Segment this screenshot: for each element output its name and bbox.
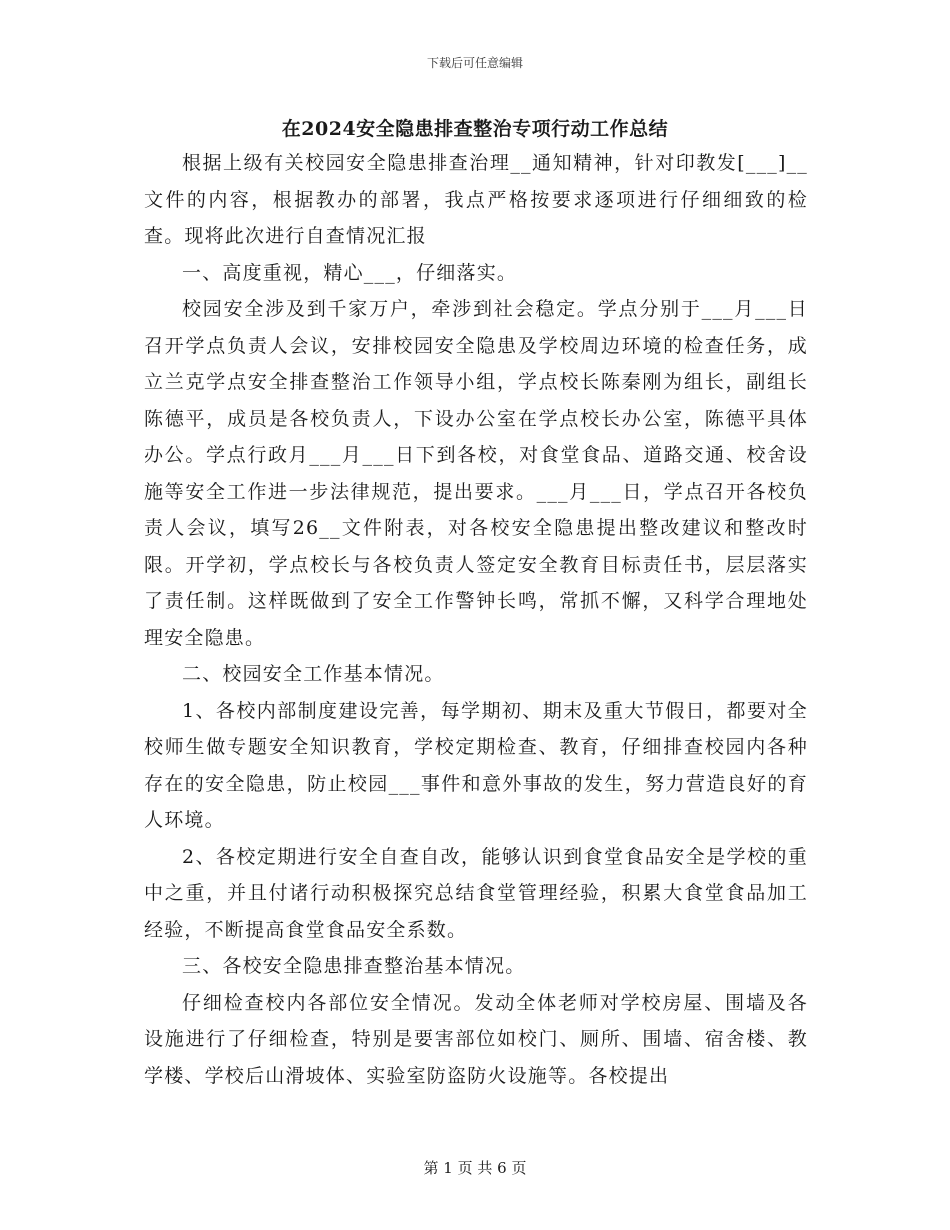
section-heading: 三、各校安全隐患排查整治基本情况。 bbox=[182, 955, 526, 977]
paragraph: 1、各校内部制度建设完善，每学期初、期末及重大节假日，都要对全校师生做专题安全知识教育，学校定期检查、教育，仔细排查校园内各种存在的安全隐患，防止校园___事件和意外事故的发生，努力营造良好的育人环境。 bbox=[144, 699, 808, 831]
paragraph: 校园安全涉及到千家万户，牵涉到社会稳定。学点分别于___月___日召开学点负责人会议，安排校园安全隐患及学校周边环境的检查任务，成立兰克学点安全排查整治工作领导小组，学点校长陈秦刚为组长，副组长陈德平，成员是各校负责人，下设办公室在学点校长办公室，陈德平具体办公。学点行政月___月___日下到各校，对食堂食品、道路交通、校舍设施等安全工作进一步法律规范，提出要求。___月___日，学点召开各校负责人会议，填写26__文件附表，对各校安全隐患提出整改建议和整改时限。开学初，学点校长与各校负责人签定安全教育目标责任书，层层落实了责任制。这样既做到了安全工作警钟长鸣，常抓不懈，又科学合理地处理安全隐患。 bbox=[144, 298, 808, 649]
section-heading: 一、高度重视，精心___，仔细落实。 bbox=[182, 261, 518, 284]
document-body bbox=[144, 145, 808, 1094]
header-note: 下载后可任意编辑 bbox=[426, 56, 523, 70]
page-number: 第 1 页 共 6 页 bbox=[423, 1159, 527, 1177]
section-heading: 二、校园安全工作基本情况。 bbox=[182, 663, 445, 685]
paragraph: 根据上级有关校园安全隐患排查治理__通知精神，针对印教发[___]__文件的内容，根据教办的部署，我点严格按要求逐项进行仔细细致的检查。现将此次进行自查情况汇报 bbox=[144, 152, 808, 247]
document-title: 在2024安全隐患排查整治专项行动工作总结 bbox=[281, 118, 669, 140]
paragraph: 2、各校定期进行安全自查自改，能够认识到食堂食品安全是学校的重中之重，并且付诸行动积极探究总结食堂管理经验，积累大食堂食品加工经验，不断提高食堂食品安全系数。 bbox=[144, 845, 808, 941]
paragraph: 仔细检查校内各部位安全情况。发动全体老师对学校房屋、围墙及各设施进行了仔细检查，特别是要害部位如校门、厕所、围墙、宿舍楼、教学楼、学校后山滑坡体、实验室防盗防火设施等。各校提出 bbox=[144, 991, 808, 1087]
